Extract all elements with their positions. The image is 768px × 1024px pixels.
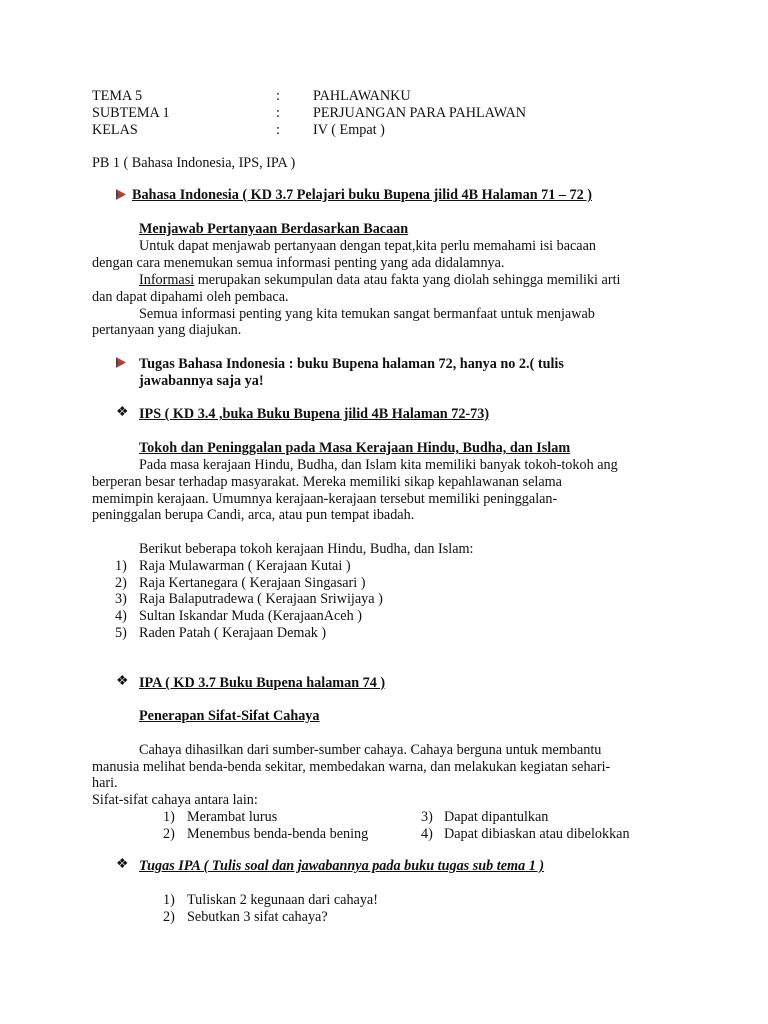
header-value-kelas: IV ( Empat )	[313, 122, 385, 138]
list-item-number: 4)	[421, 826, 433, 842]
list-item-number: 3)	[115, 591, 127, 607]
list-item: Tuliskan 2 kegunaan dari cahaya!	[187, 892, 378, 908]
list-item-number: 2)	[163, 826, 175, 842]
ips-text: berperan besar terhadap masyarakat. Mereka memiliki sikap kepahlawanan selama	[92, 474, 562, 490]
list-item: Raja Balaputradewa ( Kerajaan Sriwijaya )	[139, 591, 383, 607]
ips-text: peninggalan berupa Candi, arca, atau pun tempat ibadah.	[92, 507, 415, 523]
ipa-heading: IPA ( KD 3.7 Buku Bupena halaman 74 )	[139, 675, 386, 691]
bahasa-text: pertanyaan yang diajukan.	[92, 322, 242, 338]
bahasa-task: jawabannya saja ya!	[139, 373, 264, 389]
ipa-subheading: Penerapan Sifat-Sifat Cahaya	[139, 708, 320, 724]
bahasa-text: dengan cara menemukan semua informasi penting yang ada didalamnya.	[92, 255, 505, 271]
list-item-number: 2)	[115, 575, 127, 591]
list-item: Sebutkan 3 sifat cahaya?	[187, 909, 328, 925]
list-item-number: 3)	[421, 809, 433, 825]
header-sep: :	[276, 105, 280, 121]
ipa-props-intro: Sifat-sifat cahaya antara lain:	[92, 792, 258, 808]
header-value-tema: PAHLAWANKU	[313, 88, 411, 104]
list-item: Raja Mulawarman ( Kerajaan Kutai )	[139, 558, 351, 574]
header-label-kelas: KELAS	[92, 122, 138, 138]
list-item: Merambat lurus	[187, 809, 278, 825]
ipa-text: Cahaya dihasilkan dari sumber-sumber cahaya. Cahaya berguna untuk membantu	[139, 742, 602, 758]
list-item-number: 2)	[163, 909, 175, 925]
bahasa-text: dan dapat dipahami oleh pembaca.	[92, 289, 289, 305]
ips-text: memimpin kerajaan. Umumnya kerajaan-kerajaan tersebut memiliki peninggalan-	[92, 491, 558, 507]
list-item-number: 1)	[163, 809, 175, 825]
list-item: Dapat dipantulkan	[444, 809, 549, 825]
bahasa-task: Tugas Bahasa Indonesia : buku Bupena halaman 72, hanya no 2.( tulis	[139, 356, 564, 372]
ipa-task-heading: Tugas IPA ( Tulis soal dan jawabannya pada buku tugas sub tema 1 )	[139, 858, 545, 874]
diamond-bullet-icon: ❖	[116, 405, 129, 420]
list-item-number: 5)	[115, 625, 127, 641]
pb-line: PB 1 ( Bahasa Indonesia, IPS, IPA )	[92, 155, 296, 171]
bahasa-heading: Bahasa Indonesia ( KD 3.7 Pelajari buku Bupena jilid 4B Halaman 71 – 72 )	[132, 187, 592, 203]
bahasa-text: Semua informasi penting yang kita temukan sangat bermanfaat untuk menjawab	[139, 306, 595, 322]
bahasa-text	[139, 272, 620, 289]
ipa-text: manusia melihat benda-benda sekitar, membedakan warna, dan melakukan kegiatan sehari-	[92, 759, 611, 775]
header-label-subtema: SUBTEMA 1	[92, 105, 170, 121]
ips-text: Pada masa kerajaan Hindu, Budha, dan Islam kita memiliki banyak tokoh-tokoh ang	[139, 457, 618, 473]
header-value-subtema: PERJUANGAN PARA PAHLAWAN	[313, 105, 527, 121]
diamond-bullet-icon: ❖	[116, 857, 129, 872]
ips-subheading: Tokoh dan Peninggalan pada Masa Kerajaan Hindu, Budha, dan Islam	[139, 440, 571, 456]
list-item: Dapat dibiaskan atau dibelokkan	[444, 826, 630, 842]
ips-intro: Berikut beberapa tokoh kerajaan Hindu, Budha, dan Islam:	[139, 541, 474, 557]
list-item: Menembus benda-benda bening	[187, 826, 369, 842]
arrow-bullet-icon	[116, 189, 126, 200]
header-label-tema: TEMA 5	[92, 88, 143, 104]
informasi-word: Informasi	[139, 272, 195, 288]
list-item: Sultan Iskandar Muda (KerajaanAceh )	[139, 608, 362, 624]
header-sep: :	[276, 122, 280, 138]
header-sep: :	[276, 88, 280, 104]
ipa-text: hari.	[92, 775, 118, 791]
bahasa-subheading: Menjawab Pertanyaan Berdasarkan Bacaan	[139, 221, 409, 237]
arrow-bullet-icon	[116, 357, 126, 368]
diamond-bullet-icon: ❖	[116, 674, 129, 689]
list-item: Raden Patah ( Kerajaan Demak )	[139, 625, 327, 641]
bahasa-text-rest: merupakan sekumpulan data atau fakta yang diolah sehingga memiliki arti	[194, 272, 621, 288]
bahasa-text: Untuk dapat menjawab pertanyaan dengan tepat,kita perlu memahami isi bacaan	[139, 238, 596, 254]
list-item-number: 1)	[163, 892, 175, 908]
list-item-number: 4)	[115, 608, 127, 624]
list-item: Raja Kertanegara ( Kerajaan Singasari )	[139, 575, 366, 591]
ips-heading: IPS ( KD 3.4 ,buka Buku Bupena jilid 4B Halaman 72-73)	[139, 406, 490, 422]
list-item-number: 1)	[115, 558, 127, 574]
